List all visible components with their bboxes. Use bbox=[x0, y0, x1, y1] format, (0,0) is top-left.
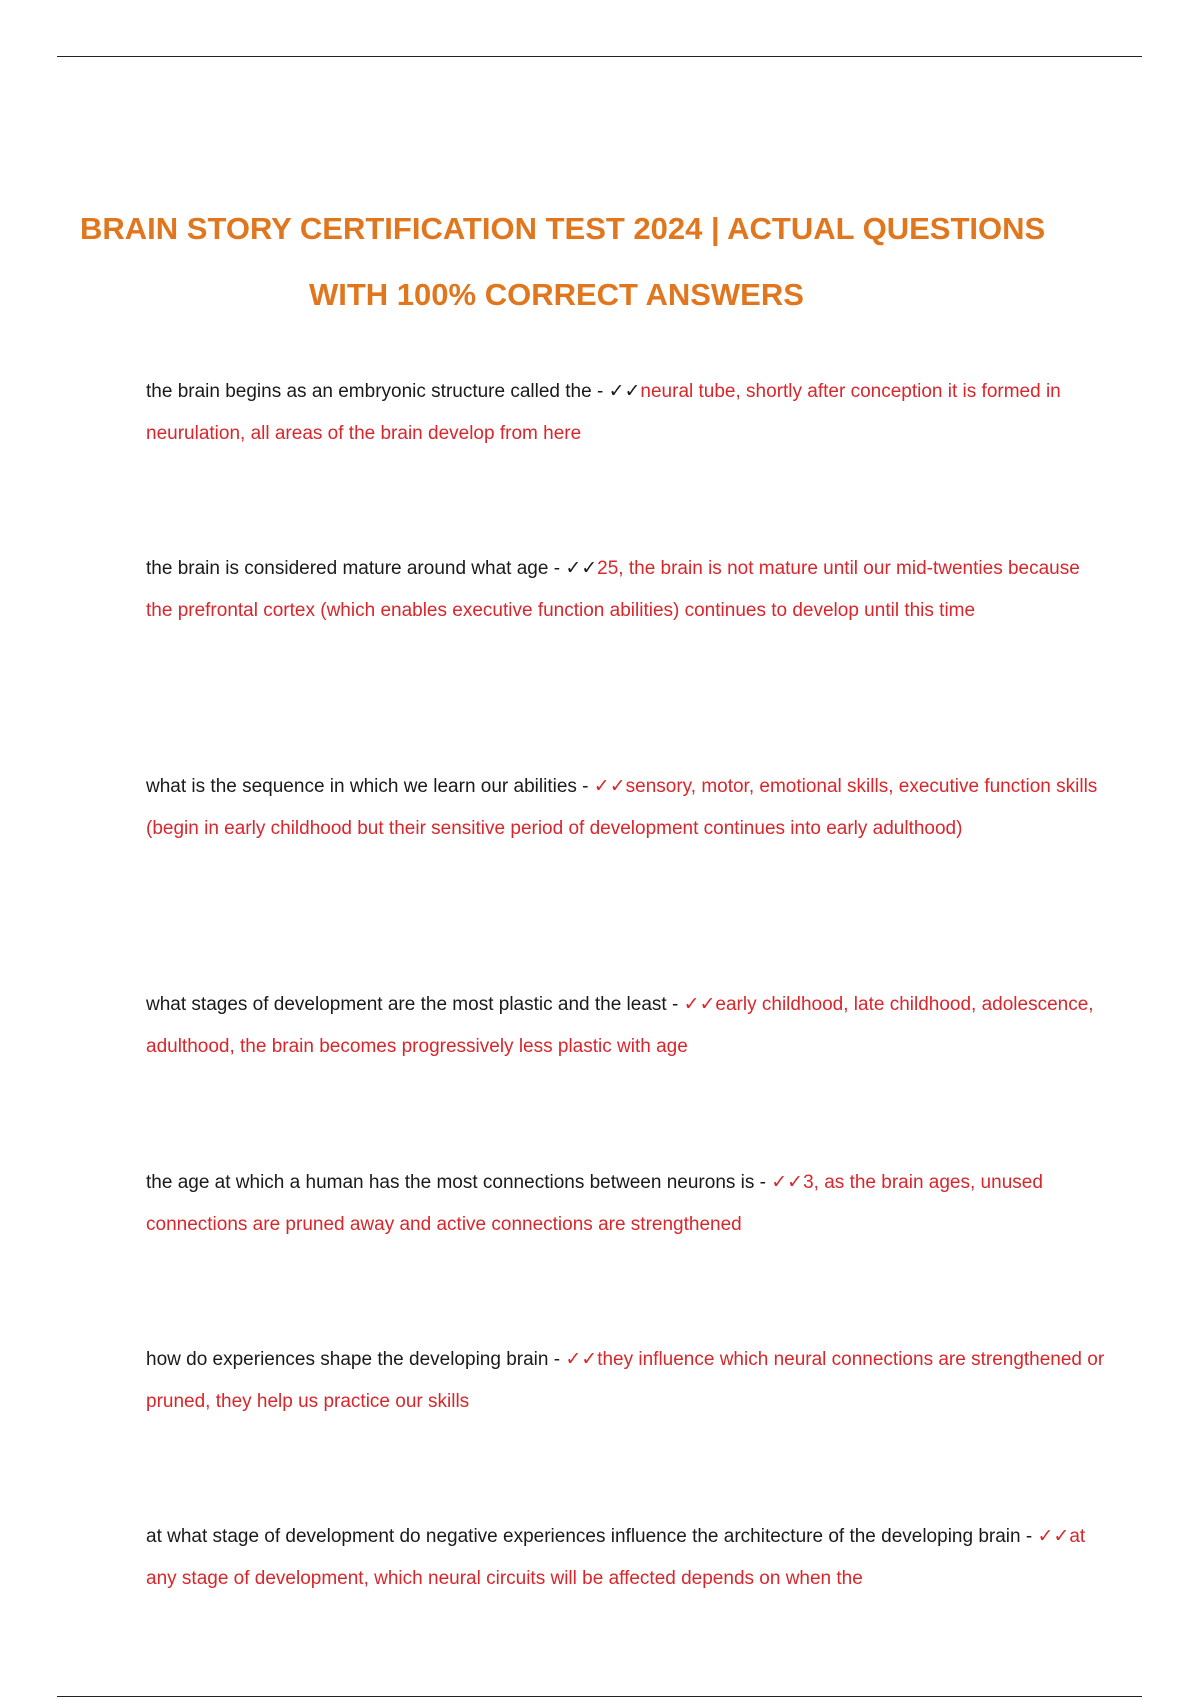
question-text: what is the sequence in which we learn our abilities - bbox=[146, 776, 594, 797]
bottom-rule bbox=[57, 1696, 1142, 1697]
answer-text: neural tube, shortly after conception it is formed in neurulation, all areas of the brain develop from here bbox=[146, 381, 1061, 444]
question-text: the brain begins as an embryonic structure called the - bbox=[146, 381, 609, 402]
title-line-2: WITH 100% CORRECT ANSWERS bbox=[309, 277, 804, 312]
question-text: at what stage of development do negative experiences influence the architecture of the developing brain - bbox=[146, 1526, 1038, 1547]
top-rule bbox=[57, 56, 1142, 57]
double-check-icon: ✓✓ bbox=[1037, 1526, 1070, 1547]
double-check-icon: ✓✓ bbox=[565, 558, 598, 579]
qa-item-2 bbox=[146, 548, 1106, 632]
answer-text: at any stage of development, which neural circuits will be affected depends on when the bbox=[146, 1526, 1086, 1589]
document-title bbox=[0, 196, 1200, 328]
qa-item-5 bbox=[146, 1162, 1106, 1246]
answer-text: they influence which neural connections are strengthened or pruned, they help us practice our skills bbox=[146, 1349, 1105, 1412]
double-check-icon: ✓✓ bbox=[771, 1172, 804, 1193]
double-check-icon: ✓✓ bbox=[683, 994, 716, 1015]
question-text: what stages of development are the most plastic and the least - bbox=[146, 994, 684, 1015]
title-line-1: BRAIN STORY CERTIFICATION TEST 2024 | ACTUAL QUESTIONS bbox=[80, 211, 1046, 246]
question-text: the age at which a human has the most connections between neurons is - bbox=[146, 1172, 772, 1193]
question-text: the brain is considered mature around what age - bbox=[146, 558, 566, 579]
double-check-icon: ✓✓ bbox=[608, 381, 641, 402]
qa-item-1 bbox=[146, 371, 1106, 455]
qa-item-7 bbox=[146, 1516, 1106, 1600]
answer-text: 3, as the brain ages, unused connections are pruned away and active connections are strengthened bbox=[146, 1172, 1043, 1235]
double-check-icon: ✓✓ bbox=[565, 1349, 598, 1370]
qa-item-6 bbox=[146, 1339, 1106, 1423]
answer-text: early childhood, late childhood, adolescence, adulthood, the brain becomes progressively less plastic with age bbox=[146, 994, 1094, 1057]
qa-item-4 bbox=[146, 984, 1106, 1068]
double-check-icon: ✓✓ bbox=[593, 776, 626, 797]
question-text: how do experiences shape the developing brain - bbox=[146, 1349, 566, 1370]
answer-text: 25, the brain is not mature until our mid-twenties because the prefrontal cortex (which enables executive function abilities) continues to develop until this time bbox=[146, 558, 1080, 621]
answer-text: sensory, motor, emotional skills, executive function skills (begin in early childhood but their sensitive period of development continues into early adulthood) bbox=[146, 776, 1098, 839]
qa-item-3 bbox=[146, 766, 1106, 850]
